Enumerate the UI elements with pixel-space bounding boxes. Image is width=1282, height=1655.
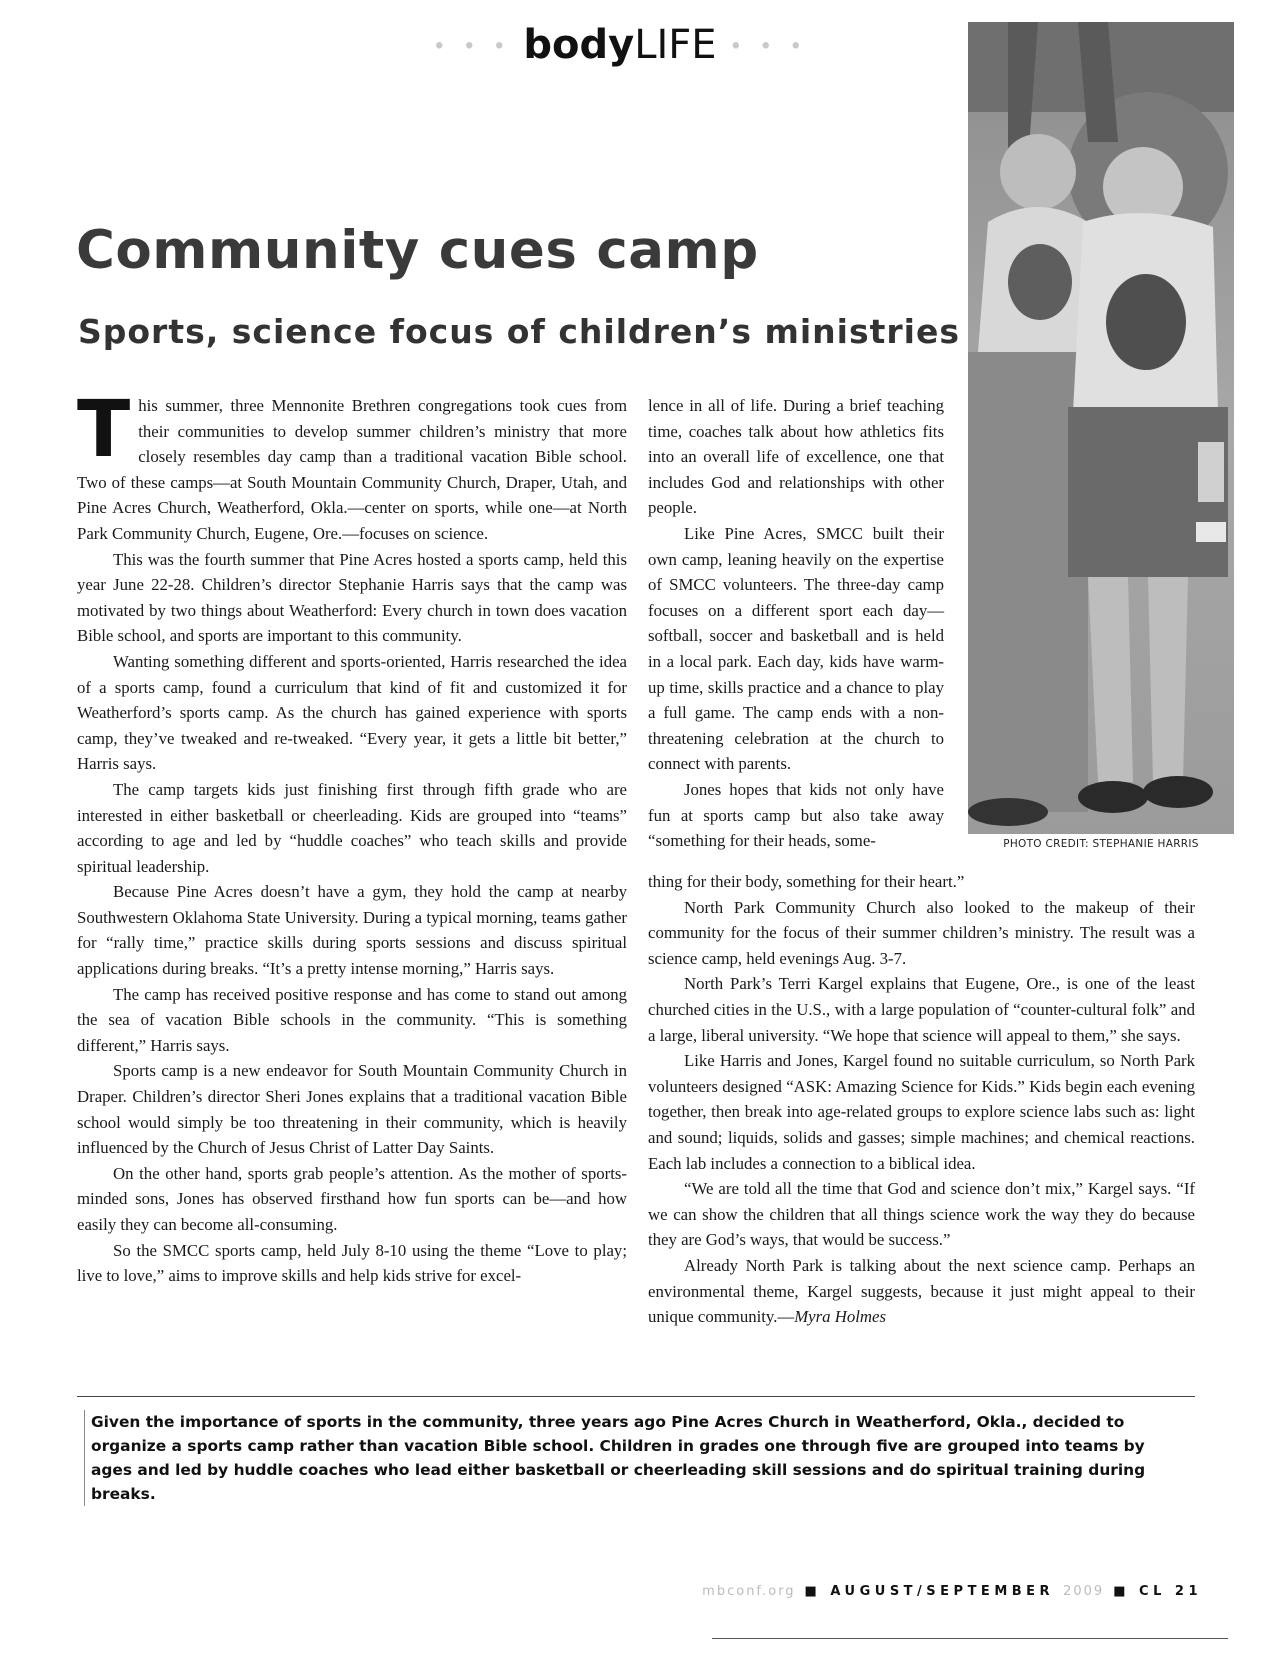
footer-issue: AUGUST/SEPTEMBER (830, 1584, 1055, 1599)
section-header (400, 22, 840, 68)
photo-credit: PHOTO CREDIT: STEPHANIE HARRIS (1003, 838, 1199, 850)
closing-paragraph-text: Already North Park is talking about the next science camp. Perhaps an environmental theme, Kargel suggests, because it just might appeal to their unique community.— (648, 1255, 1195, 1327)
footer-rule (712, 1638, 1228, 1639)
article-column-2 (648, 393, 944, 854)
article-paragraph: North Park’s Terri Kargel explains that Eugene, Ore., is one of the least churched cities in the U.S., with a large population of “counter-cultural folk” and a large, liberal university. “We hope that science will appeal to them,” she says. (648, 974, 1195, 1045)
article-paragraph (77, 385, 627, 547)
header-dots-right: • • • (729, 34, 808, 60)
article-photo (968, 22, 1234, 834)
article-paragraph: Because Pine Acres doesn’t have a gym, they hold the camp at nearby Southwestern Oklahoma State University. During a typical morning, teams gather for “rally time,” practice skills during sports sessions and discuss spiritual applications during breaks. “It’s a pretty intense morning,” Harris says. (77, 882, 627, 979)
footer-separator-icon: ■ (804, 1584, 822, 1599)
header-dots-left: • • • (432, 34, 511, 60)
article-subhead: Sports, science focus of children’s ministries (78, 312, 960, 351)
article-paragraph: “We are told all the time that God and science don’t mix,” Kargel says. “If we can show the children that all things science work the way they do because they are God’s ways, that would be success.” (648, 1179, 1195, 1250)
footer-magazine: CL (1139, 1584, 1166, 1599)
article-paragraph: Sports camp is a new endeavor for South Mountain Community Church in Draper. Children’s director Sheri Jones explains that a traditional vacation Bible school would simply be too threatening in their community, which is heavily influenced by the Church of Jesus Christ of Latter Day Saints. (77, 1061, 627, 1158)
article-paragraph (648, 1253, 1195, 1330)
article-paragraph: lence in all of life. During a brief teaching time, coaches talk about how athletics fits into an overall life of excellence, one that includes God and relationships with other people. (648, 396, 944, 518)
pull-quote: Given the importance of sports in the community, three years ago Pine Acres Church in Weatherford, Okla., decided to organize a sports camp rather than vacation Bible school. Children in grades one through five are grouped into teams by ages and led by huddle coaches who lead either basketball or cheerleading skill sessions and do spiritual training during breaks. (84, 1410, 1189, 1506)
article-paragraph: On the other hand, sports grab people’s attention. As the mother of sports-minded sons, Jones has observed firsthand how fun sports can be—and how easily they can become all-consuming. (77, 1163, 627, 1234)
article-paragraph: Wanting something different and sports-oriented, Harris researched the idea of a sports camp, found a curriculum that kind of fit and customized it for Weatherford’s sports camp. As the church has gained experience with sports camp, they’ve tweaked and re-tweaked. “Every year, it gets a little bit better,” Harris says. (77, 651, 627, 774)
article-paragraph: This was the fourth summer that Pine Acres hosted a sports camp, held this year June 22-28. Children’s director Stephanie Harris says that the camp was motivated by two things about Weatherford: Every church in town does vacation Bible school, and sports are important to this community. (77, 549, 627, 646)
article-headline: Community cues camp (76, 220, 759, 281)
article-column-3 (648, 869, 1195, 1330)
footer-separator-icon: ■ (1113, 1584, 1131, 1599)
section-name-light: LIFE (634, 22, 717, 68)
article-paragraph: So the SMCC sports camp, held July 8-10 using the theme “Love to play; live to love,” aims to improve skills and help kids strive for excel- (77, 1240, 627, 1286)
pullquote-divider (77, 1396, 1195, 1397)
article-paragraph: The camp has received positive response and has come to stand out among the sea of vacation Bible schools in the community. “This is something different,” Harris says. (77, 984, 627, 1055)
article-paragraph: Like Pine Acres, SMCC built their own camp, leaning heavily on the expertise of SMCC volunteers. The three-day camp focuses on a different sport each day—softball, soccer and basketball and is held in a local park. Each day, kids have warm-up time, skills practice and a chance to play a full game. The camp ends with a non-threatening celebration at the church to connect with parents. (648, 523, 944, 774)
byline: Myra Holmes (794, 1307, 887, 1327)
page-footer (702, 1584, 1202, 1599)
article-paragraph: thing for their body, something for their heart.” (648, 872, 965, 891)
footer-year: 2009 (1063, 1584, 1105, 1599)
article-paragraph: Like Harris and Jones, Kargel found no suitable curriculum, so North Park volunteers designed “ASK: Amazing Science for Kids.” Kids begin each evening together, then break into age-related groups to explore science labs such as: light and sound; liquids, solids and gasses; simple machines; and chemical reactions. Each lab includes a connection to a biblical idea. (648, 1051, 1195, 1173)
article-paragraph: The camp targets kids just finishing first through fifth grade who are interested in either basketball or cheerleading. Kids are grouped into “teams” according to age and led by “huddle coaches” who teach skills and provide spiritual leadership. (77, 779, 627, 876)
article-paragraph: North Park Community Church also looked to the makeup of their community for the focus of their summer children’s ministry. The result was a science camp, held evenings Aug. 3-7. (648, 897, 1195, 968)
article-paragraph: Jones hopes that kids not only have fun at sports camp but also take away “something for their heads, some- (648, 779, 944, 851)
first-paragraph-text: his summer, three Mennonite Brethren congregations took cues from their communities to develop summer children’s ministry that more closely resembles day camp than a traditional vacation Bible school. Two of these camps—at South Mountain Community Church, Draper, Utah, and Pine Acres Church, Weatherford, Okla.—center on sports, while one—at North Park Community Church, Eugene, Ore.—focuses on science. (77, 396, 627, 543)
article-column-1 (77, 385, 627, 1289)
drop-cap: T (77, 385, 131, 475)
photo-illustration (968, 22, 1234, 834)
footer-site: mbconf.org (702, 1584, 796, 1599)
section-name-bold: body (523, 22, 635, 68)
footer-page-number: 21 (1174, 1584, 1202, 1599)
